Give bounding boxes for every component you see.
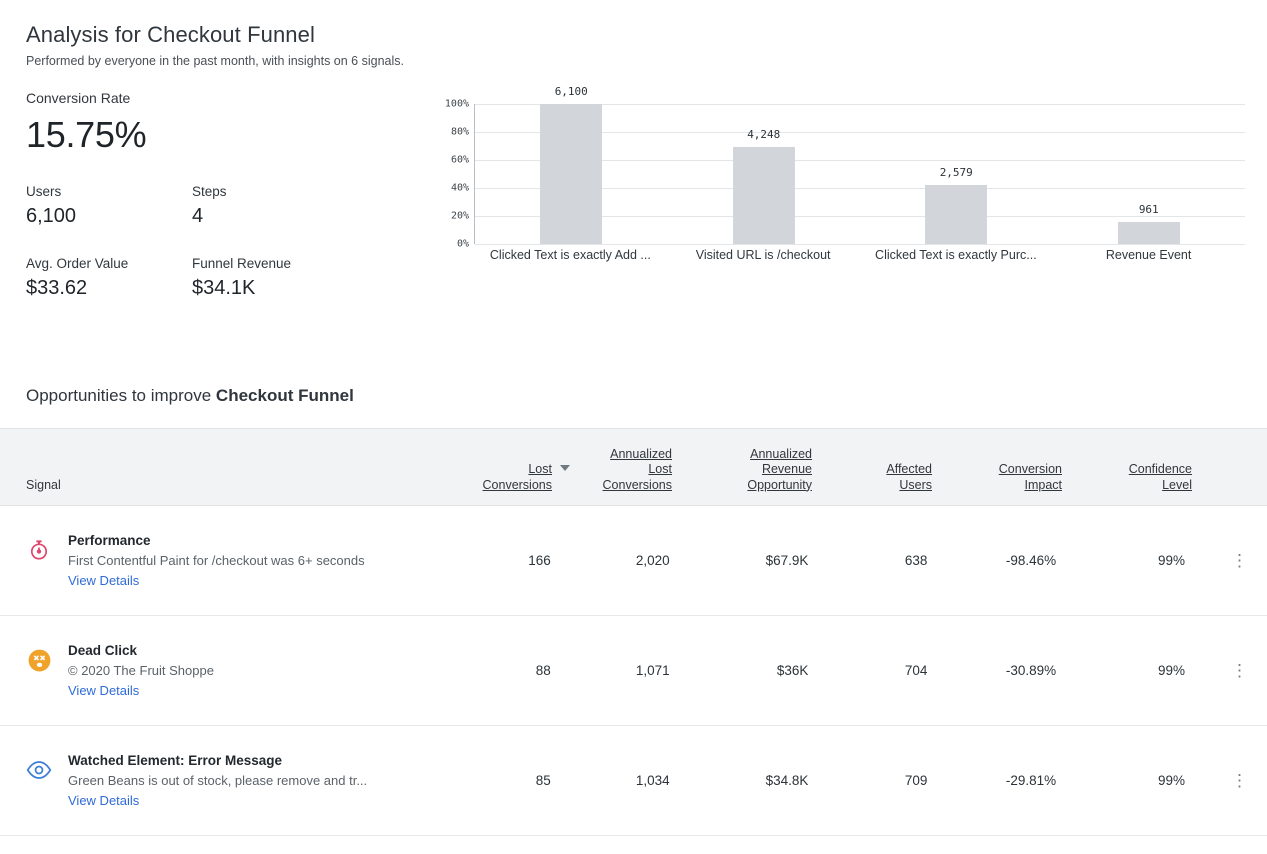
cell-conversion-impact: -98.46% — [1005, 553, 1057, 568]
opportunities-heading — [26, 386, 1267, 406]
view-details-link[interactable]: View Details — [68, 573, 140, 588]
column-header-alc-line3: Conversions — [602, 477, 672, 492]
view-details-link[interactable]: View Details — [68, 793, 140, 808]
column-header-confidence-level[interactable] — [1080, 462, 1210, 493]
chart-y-tick-label: 100% — [444, 98, 469, 110]
avg-order-value-label: Avg. Order Value — [26, 256, 129, 271]
funnel-revenue-value: $34.1K — [192, 277, 256, 299]
table-row[interactable] — [0, 616, 1267, 726]
table-body — [0, 506, 1267, 836]
column-header-affected-users[interactable] — [830, 462, 950, 493]
column-header-confidence-level-line2: Level — [1162, 477, 1192, 492]
metrics-row-1 — [26, 184, 406, 228]
cell-lost-conversions: 88 — [535, 663, 551, 678]
column-header-aro-line1: Annualized — [750, 446, 812, 461]
chart-gridline — [456, 238, 1245, 250]
signal-name: Watched Element: Error Message — [68, 753, 283, 768]
chart-bars — [475, 85, 1245, 244]
signal-cell — [0, 643, 430, 698]
column-header-annualized-revenue-opportunity[interactable] — [690, 447, 830, 494]
chart-bar-value-label: 6,100 — [554, 85, 588, 98]
funnel-bar-chart — [416, 85, 1267, 290]
chart-x-axis-label: Clicked Text is exactly Purc... — [875, 248, 1037, 262]
chart-y-tick-label: 20% — [450, 210, 469, 222]
users-metric — [26, 184, 192, 228]
cell-annualized-lost-conversions: 1,034 — [635, 773, 670, 788]
chart-y-tick-label: 60% — [450, 154, 469, 166]
chart-bar-column[interactable] — [860, 104, 1053, 244]
signal-name: Performance — [68, 533, 151, 548]
stopwatch-icon — [26, 537, 52, 563]
summary-section — [0, 85, 1267, 300]
cell-confidence-level: 99% — [1157, 663, 1185, 678]
table-row[interactable] — [0, 506, 1267, 616]
cell-annualized-revenue-opportunity: $67.9K — [765, 553, 809, 568]
signal-name: Dead Click — [68, 643, 138, 658]
cell-conversion-impact: -29.81% — [1005, 773, 1057, 788]
cell-confidence-level: 99% — [1157, 773, 1185, 788]
chart-x-axis-labels — [474, 248, 1245, 262]
signal-text — [68, 753, 367, 808]
chart-bar-value-label: 4,248 — [747, 127, 781, 141]
view-details-link[interactable]: View Details — [68, 683, 140, 698]
page-title: Analysis for Checkout Funnel — [26, 22, 315, 47]
steps-metric — [192, 184, 358, 228]
cell-conversion-impact: -30.89% — [1005, 663, 1057, 678]
column-header-conversion-impact[interactable] — [950, 462, 1080, 493]
page-subtitle: Performed by everyone in the past month, with insights on 6 signals. — [26, 54, 404, 68]
signal-description: Green Beans is out of stock, please remove and tr... — [68, 773, 368, 788]
column-header-alc-line1: Annualized — [610, 446, 672, 461]
chart-bar-value-label: 961 — [1138, 202, 1159, 216]
signal-cell — [0, 533, 430, 588]
chart-x-axis-label: Revenue Event — [1105, 248, 1192, 262]
funnel-revenue-label: Funnel Revenue — [192, 256, 292, 271]
steps-value: 4 — [192, 205, 204, 227]
cell-affected-users: 709 — [904, 773, 928, 788]
cell-annualized-revenue-opportunity: $36K — [776, 663, 809, 678]
chart-plot-area — [444, 85, 1245, 250]
signal-text — [68, 533, 365, 588]
chart-bar-column[interactable] — [1053, 104, 1246, 244]
page-header — [0, 0, 1267, 68]
row-overflow-menu-icon[interactable]: ⋮ — [1231, 770, 1249, 790]
dead-click-icon — [26, 647, 52, 673]
cell-affected-users: 638 — [904, 553, 928, 568]
sort-descending-icon[interactable] — [560, 465, 570, 471]
opportunities-heading-prefix: Opportunities to improve — [26, 386, 216, 405]
signal-description: First Contentful Paint for /checkout was 6+ seconds — [68, 553, 365, 568]
opportunities-heading-funnel-name: Checkout Funnel — [215, 386, 354, 405]
eye-icon — [26, 757, 52, 783]
column-header-conversion-impact-line1: Conversion — [998, 462, 1062, 476]
chart-bar-column[interactable] — [668, 104, 861, 244]
cell-affected-users: 704 — [904, 663, 928, 678]
column-header-alc-line2: Lost — [648, 462, 672, 476]
opportunities-table — [0, 428, 1267, 836]
column-header-signal-label: Signal — [26, 477, 61, 492]
avg-order-value-value: $33.62 — [26, 277, 88, 299]
chart-x-axis-label: Visited URL is /checkout — [695, 248, 831, 262]
column-header-annualized-lost-conversions[interactable] — [570, 447, 690, 494]
chart-bar-value-label: 2,579 — [939, 165, 973, 179]
chart-y-tick-label: 80% — [450, 126, 469, 138]
users-label: Users — [26, 184, 62, 199]
chart-bar-column[interactable] — [475, 85, 668, 244]
row-overflow-menu-icon[interactable]: ⋮ — [1231, 550, 1249, 570]
table-row[interactable] — [0, 726, 1267, 836]
chart-y-tick-label: 0% — [456, 238, 469, 250]
column-header-aro-line3: Opportunity — [747, 477, 812, 492]
column-header-signal[interactable] — [0, 478, 430, 494]
cell-annualized-lost-conversions: 2,020 — [635, 553, 670, 568]
chart-bar[interactable] — [925, 185, 987, 244]
avg-order-value-metric — [26, 256, 192, 300]
cell-annualized-revenue-opportunity: $34.8K — [765, 773, 809, 788]
chart-bar[interactable] — [733, 147, 795, 244]
metrics-panel — [26, 90, 406, 300]
cell-confidence-level: 99% — [1157, 553, 1185, 568]
chart-y-tick-label: 40% — [450, 182, 469, 194]
conversion-rate-label: Conversion Rate — [26, 90, 131, 106]
cell-lost-conversions: 85 — [535, 773, 551, 788]
table-header-row — [0, 428, 1267, 506]
cell-lost-conversions: 166 — [528, 553, 551, 568]
conversion-rate-value: 15.75% — [26, 114, 147, 155]
row-overflow-menu-icon[interactable]: ⋮ — [1231, 660, 1249, 680]
cell-annualized-lost-conversions: 1,071 — [635, 663, 670, 678]
users-value: 6,100 — [26, 205, 77, 227]
chart-bar[interactable] — [540, 104, 602, 244]
signal-description: © 2020 The Fruit Shoppe — [68, 663, 214, 678]
signal-cell — [0, 753, 430, 808]
signal-text — [68, 643, 214, 698]
column-header-lost-conversions-line2: Conversions — [482, 477, 552, 492]
column-header-affected-users-line2: Users — [899, 477, 932, 492]
column-header-conversion-impact-line2: Impact — [1024, 477, 1062, 492]
column-header-lost-conversions[interactable] — [430, 462, 570, 493]
funnel-revenue-metric — [192, 256, 358, 300]
steps-label: Steps — [192, 184, 227, 199]
column-header-lost-conversions-line1: Lost — [528, 462, 552, 476]
column-header-affected-users-line1: Affected — [886, 462, 932, 476]
metrics-row-2 — [26, 256, 406, 300]
column-header-confidence-level-line1: Confidence — [1128, 462, 1192, 476]
chart-bar[interactable] — [1118, 222, 1180, 244]
column-header-aro-line2: Revenue — [761, 462, 812, 476]
chart-x-axis-label: Clicked Text is exactly Add ... — [489, 248, 651, 262]
